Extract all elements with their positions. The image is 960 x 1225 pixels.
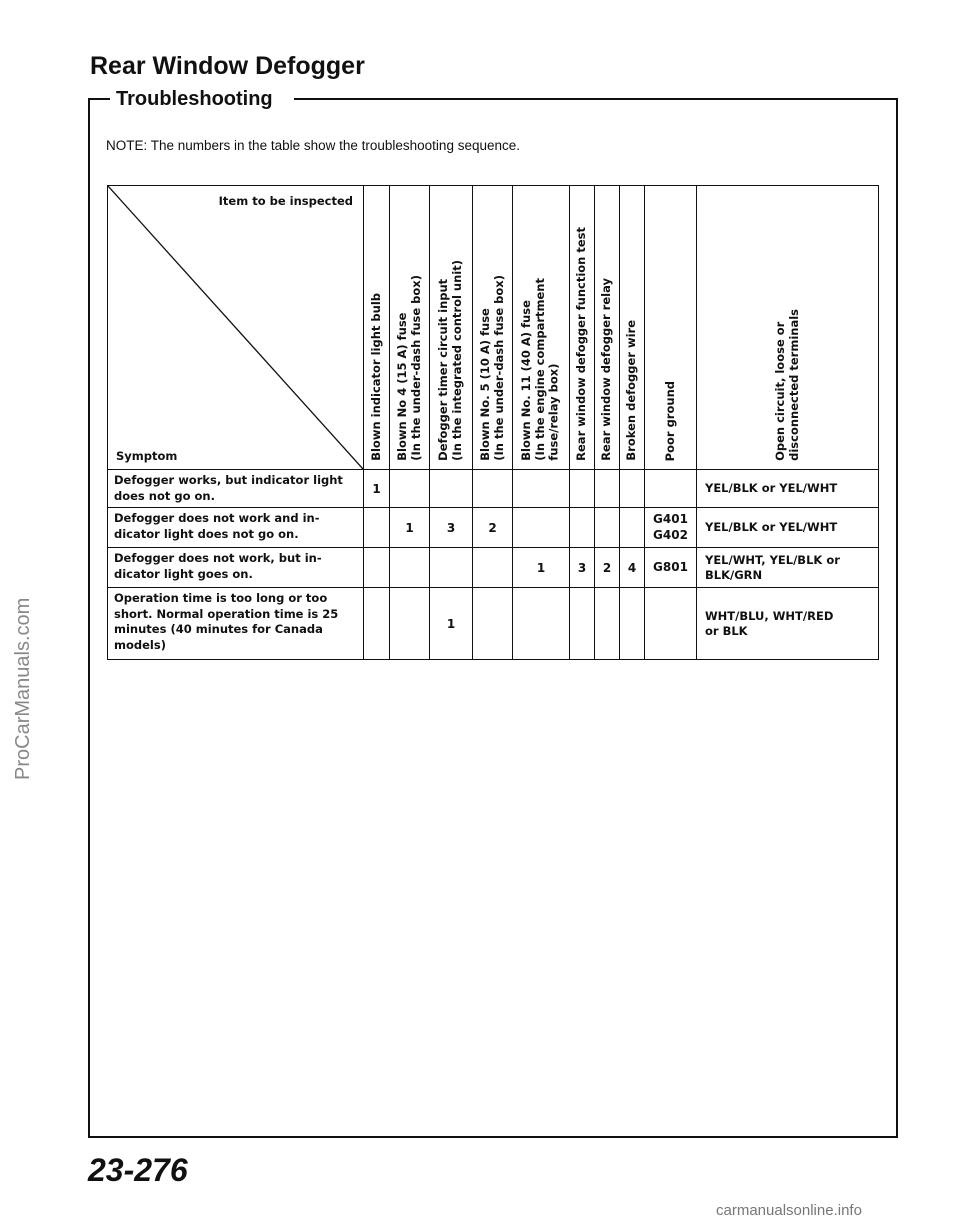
wire-cell: YEL/BLK or YEL/WHT <box>697 470 879 508</box>
frame-top-left-rule <box>88 98 110 100</box>
table-row <box>108 470 879 508</box>
sequence-cell <box>620 588 645 660</box>
sequence-cell <box>390 548 430 588</box>
sequence-cell <box>620 508 645 548</box>
sequence-cell <box>364 588 390 660</box>
corner-header <box>108 186 364 470</box>
ground-cell: G401 G402 <box>645 508 697 548</box>
table-row <box>108 508 879 548</box>
column-header: Blown indicator light bulb <box>364 186 390 470</box>
sequence-cell <box>595 588 620 660</box>
sequence-cell <box>473 588 513 660</box>
sequence-cell <box>473 548 513 588</box>
symptom-cell: Defogger works, but indicator light does not go on. <box>108 470 364 508</box>
sequence-cell <box>570 588 595 660</box>
column-header: Rear window defogger function test <box>570 186 595 470</box>
column-header: Defogger timer circuit input (In the integrated control unit) <box>430 186 473 470</box>
sequence-cell <box>595 470 620 508</box>
column-header: Blown No. 11 (40 A) fuse (In the engine compartment fuse/relay box) <box>513 186 570 470</box>
sequence-cell: 3 <box>570 548 595 588</box>
page-title: Rear Window Defogger <box>90 52 365 80</box>
side-watermark: ProCarManuals.com <box>12 597 34 780</box>
note-text: NOTE: The numbers in the table show the troubleshooting sequence. <box>106 138 520 153</box>
table-row <box>108 588 879 660</box>
column-header: Broken defogger wire <box>620 186 645 470</box>
ground-cell: G801 <box>645 548 697 588</box>
page-number: 23-276 <box>88 1152 188 1188</box>
sequence-cell <box>513 508 570 548</box>
sequence-cell <box>570 508 595 548</box>
sequence-cell <box>390 470 430 508</box>
sequence-cell <box>620 470 645 508</box>
sequence-cell <box>570 470 595 508</box>
sequence-cell: 4 <box>620 548 645 588</box>
sequence-cell <box>364 508 390 548</box>
sequence-cell <box>390 588 430 660</box>
sequence-cell <box>430 470 473 508</box>
sequence-cell: 1 <box>390 508 430 548</box>
corner-diagonal <box>108 186 363 469</box>
sequence-cell <box>473 470 513 508</box>
column-header: Open circuit, loose or disconnected terminals <box>697 186 879 470</box>
corner-symptom-label: Symptom <box>116 449 178 463</box>
sequence-cell <box>364 548 390 588</box>
column-header: Blown No 4 (15 A) fuse (In the under-dash fuse box) <box>390 186 430 470</box>
header-row <box>108 186 879 470</box>
symptom-cell: Operation time is too long or too short. Normal operation time is 25 minutes (40 minutes for Canada models) <box>108 588 364 660</box>
frame-top-right-rule <box>294 98 898 100</box>
column-header: Poor ground <box>645 186 697 470</box>
column-header: Rear window defogger relay <box>595 186 620 470</box>
ground-cell <box>645 588 697 660</box>
column-header: Blown No. 5 (10 A) fuse (In the under-dash fuse box) <box>473 186 513 470</box>
symptom-cell: Defogger does not work, but in- dicator light goes on. <box>108 548 364 588</box>
section-heading: Troubleshooting <box>116 88 273 110</box>
troubleshooting-table <box>107 185 879 660</box>
ground-cell <box>645 470 697 508</box>
sequence-cell <box>513 470 570 508</box>
corner-item-label: Item to be inspected <box>218 194 353 208</box>
wire-cell: WHT/BLU, WHT/RED or BLK <box>697 588 879 660</box>
wire-cell: YEL/BLK or YEL/WHT <box>697 508 879 548</box>
sequence-cell <box>513 588 570 660</box>
wire-cell: YEL/WHT, YEL/BLK or BLK/GRN <box>697 548 879 588</box>
sequence-cell: 2 <box>595 548 620 588</box>
sequence-cell: 1 <box>430 588 473 660</box>
footer-watermark: carmanualsonline.info <box>716 1202 862 1219</box>
sequence-cell <box>430 548 473 588</box>
table-row <box>108 548 879 588</box>
sequence-cell: 3 <box>430 508 473 548</box>
sequence-cell: 2 <box>473 508 513 548</box>
symptom-cell: Defogger does not work and in- dicator light does not go on. <box>108 508 364 548</box>
sequence-cell: 1 <box>364 470 390 508</box>
sequence-cell <box>595 508 620 548</box>
sequence-cell: 1 <box>513 548 570 588</box>
